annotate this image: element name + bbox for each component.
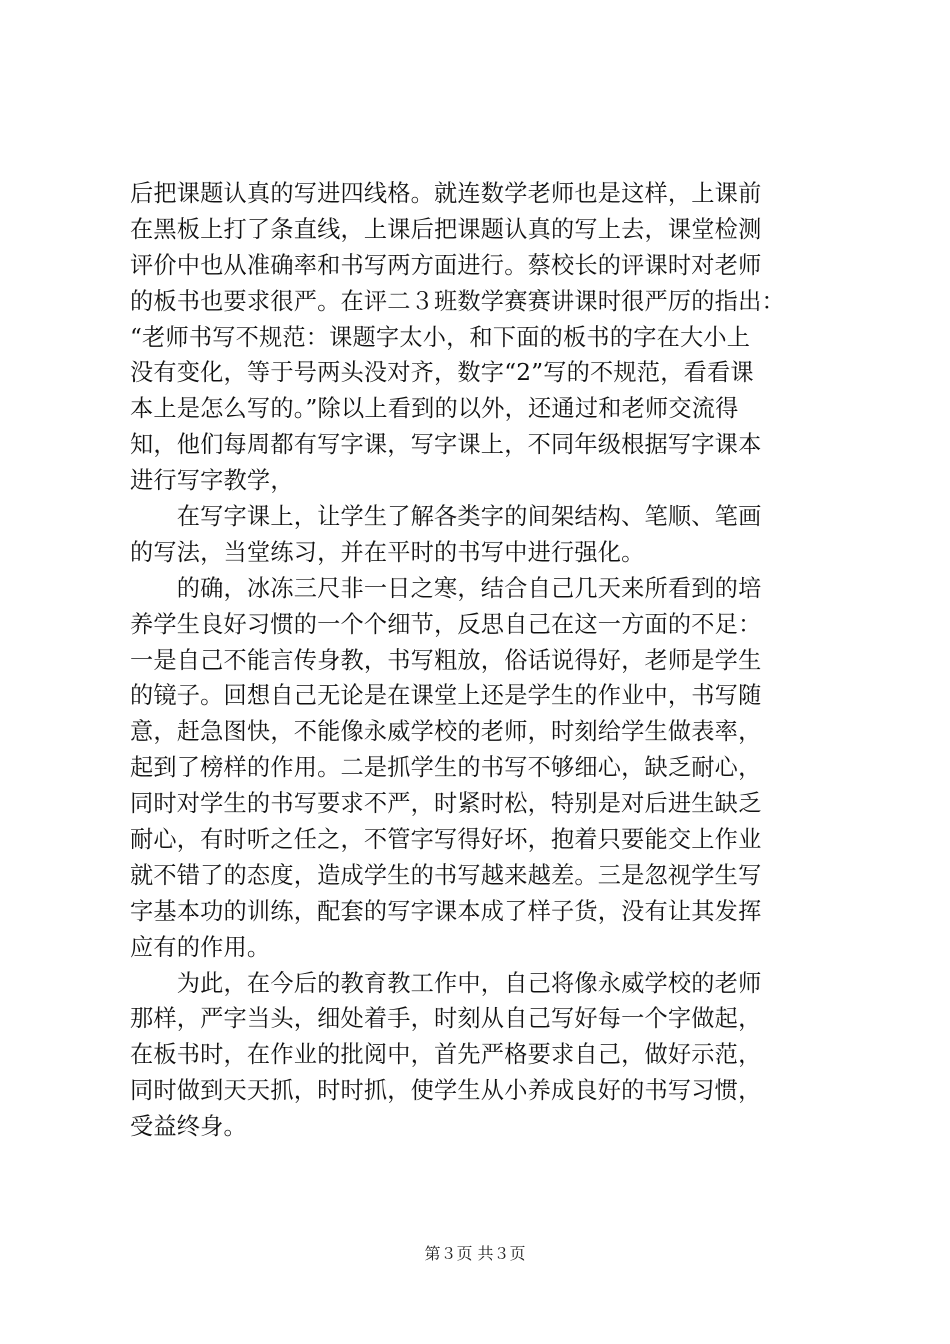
text-line: 应有的作用。 bbox=[130, 933, 271, 961]
text-line: 的确，冰冻三尺非一日之寒，结合自己几天来所看到的培 bbox=[130, 574, 762, 602]
text-line: 在黑板上打了条直线，上课后把课题认真的写上去，课堂检测 bbox=[130, 215, 762, 243]
text-line: 的板书也要求很严。在评二３班数学赛赛讲课时很严厉的指出： bbox=[130, 287, 785, 315]
text-line: 进行写字教学， bbox=[130, 467, 294, 495]
text-line: 耐心，有时听之任之，不管字写得好坏，抱着只要能交上作业 bbox=[130, 826, 762, 854]
text-line: 的镜子。回想自己无论是在课堂上还是学生的作业中，书写随 bbox=[130, 682, 762, 710]
text-line: “老师书写不规范：课题字太小，和下面的板书的字在大小上 bbox=[130, 323, 751, 351]
text-line: 起到了榜样的作用。二是抓学生的书写不够细心，缺乏耐心， bbox=[130, 754, 762, 782]
text-line: 同时做到天天抓，时时抓，使学生从小养成良好的书写习惯， bbox=[130, 1077, 762, 1105]
text-line: 评价中也从准确率和书写两方面进行。蔡校长的评课时对老师 bbox=[130, 251, 762, 279]
body-text bbox=[130, 176, 830, 1145]
text-line: 同时对学生的书写要求不严，时紧时松，特别是对后进生缺乏 bbox=[130, 790, 762, 818]
text-line: 本上是怎么写的。”除以上看到的以外，还通过和老师交流得 bbox=[130, 395, 739, 423]
text-line: 为此，在今后的教育教工作中，自己将像永威学校的老师 bbox=[130, 969, 762, 997]
text-line: 没有变化，等于号两头没对齐，数字“2”写的不规范，看看课 bbox=[130, 359, 754, 387]
text-line: 意，赶急图快，不能像永威学校的老师，时刻给学生做表率， bbox=[130, 718, 762, 746]
text-line: 字基本功的训练，配套的写字课本成了样子货，没有让其发挥 bbox=[130, 897, 762, 925]
text-line: 一是自己不能言传身教，书写粗放，俗话说得好，老师是学生 bbox=[130, 646, 762, 674]
text-line: 在板书时，在作业的批阅中，首先严格要求自己，做好示范， bbox=[130, 1041, 762, 1069]
page-footer bbox=[0, 1244, 950, 1264]
text-line: 后把课题认真的写进四线格。就连数学老师也是这样，上课前 bbox=[130, 180, 762, 207]
text-line: 知，他们每周都有写字课，写字课上，不同年级根据写字课本 bbox=[130, 431, 762, 459]
page-number: 第３页 共３页 bbox=[424, 1244, 526, 1263]
text-line: 那样，严字当头，细处着手，时刻从自己写好每一个字做起， bbox=[130, 1005, 762, 1033]
text-line: 的写法，当堂练习，并在平时的书写中进行强化。 bbox=[130, 538, 645, 566]
text-line: 在写字课上，让学生了解各类字的间架结构、笔顺、笔画 bbox=[130, 503, 762, 531]
text-line: 受益终身。 bbox=[130, 1113, 247, 1141]
text-line: 养学生良好习惯的一个个细节，反思自己在这一方面的不足： bbox=[130, 610, 762, 638]
text-line: 就不错了的态度，造成学生的书写越来越差。三是忽视学生写 bbox=[130, 861, 762, 889]
